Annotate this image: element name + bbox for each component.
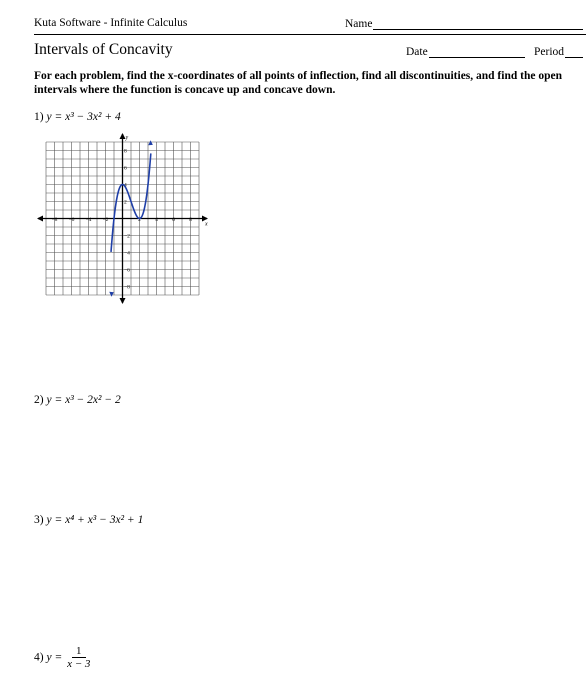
date-field[interactable] bbox=[406, 45, 525, 58]
problem-1 bbox=[34, 111, 121, 123]
problem-number: 4) bbox=[34, 651, 44, 664]
period-blank-line[interactable] bbox=[565, 45, 583, 58]
y-tick-label: 2 bbox=[124, 199, 127, 206]
x-tick-label: 6 bbox=[172, 217, 175, 223]
y-tick-label: 4 bbox=[124, 182, 127, 189]
period-label: Period bbox=[534, 46, 565, 58]
curve-arrow-up bbox=[148, 140, 153, 145]
x-tick-label: −6 bbox=[68, 217, 75, 223]
graph-axes bbox=[37, 133, 208, 304]
problem-number: 3) bbox=[34, 514, 44, 526]
y-tick-label: −4 bbox=[124, 250, 130, 257]
x-tick-label: 8 bbox=[189, 217, 192, 223]
x-axis-arrow-left bbox=[37, 216, 43, 222]
x-tick-label: −2 bbox=[102, 217, 109, 223]
name-label: Name bbox=[345, 18, 373, 30]
graph-tick-labels bbox=[52, 135, 208, 291]
problem-equation: y = x³ − 3x² + 4 bbox=[46, 111, 121, 123]
problem-number: 1) bbox=[34, 111, 44, 123]
curve-arrow-down bbox=[109, 292, 114, 297]
x-tick-label: 4 bbox=[155, 217, 158, 223]
worksheet-title: Intervals of Concavity bbox=[34, 41, 173, 58]
fraction-denominator: x − 3 bbox=[67, 658, 91, 670]
problem-3 bbox=[34, 514, 143, 526]
x-tick-label: 2 bbox=[138, 217, 141, 223]
y-tick-label: −8 bbox=[124, 284, 130, 291]
problem-equation: y = x³ − 2x² − 2 bbox=[46, 394, 121, 406]
y-tick-label: 6 bbox=[124, 165, 127, 172]
problem-equation-prefix: y = bbox=[46, 651, 63, 664]
instructions: For each problem, find the x-coordinates of all points of inflection, find all discontinuities, and find the open intervals where the function is concave up and concave down. bbox=[34, 70, 562, 96]
x-tick-label: −8 bbox=[51, 217, 58, 223]
x-axis-label: x bbox=[205, 221, 208, 228]
y-axis-label: y bbox=[125, 135, 129, 141]
problem-2 bbox=[34, 394, 121, 406]
problem-equation: y = x⁴ + x³ − 3x² + 1 bbox=[46, 514, 144, 526]
header-divider bbox=[34, 34, 586, 35]
date-label: Date bbox=[406, 46, 428, 58]
date-blank-line[interactable] bbox=[429, 45, 525, 58]
x-tick-label: −4 bbox=[85, 217, 92, 223]
function-graph bbox=[36, 132, 208, 304]
problem-4 bbox=[34, 645, 90, 671]
fraction bbox=[67, 645, 90, 671]
period-field[interactable] bbox=[534, 45, 583, 58]
software-label: Kuta Software - Infinite Calculus bbox=[34, 17, 188, 29]
problem-number: 2) bbox=[34, 394, 44, 406]
name-blank-line[interactable] bbox=[373, 17, 583, 30]
y-tick-label: −6 bbox=[124, 267, 130, 274]
name-field[interactable] bbox=[345, 17, 583, 30]
fraction-numerator: 1 bbox=[72, 645, 86, 658]
y-axis-arrow-down bbox=[120, 298, 126, 304]
y-tick-label: 8 bbox=[124, 148, 127, 155]
y-tick-label: −2 bbox=[124, 233, 130, 240]
